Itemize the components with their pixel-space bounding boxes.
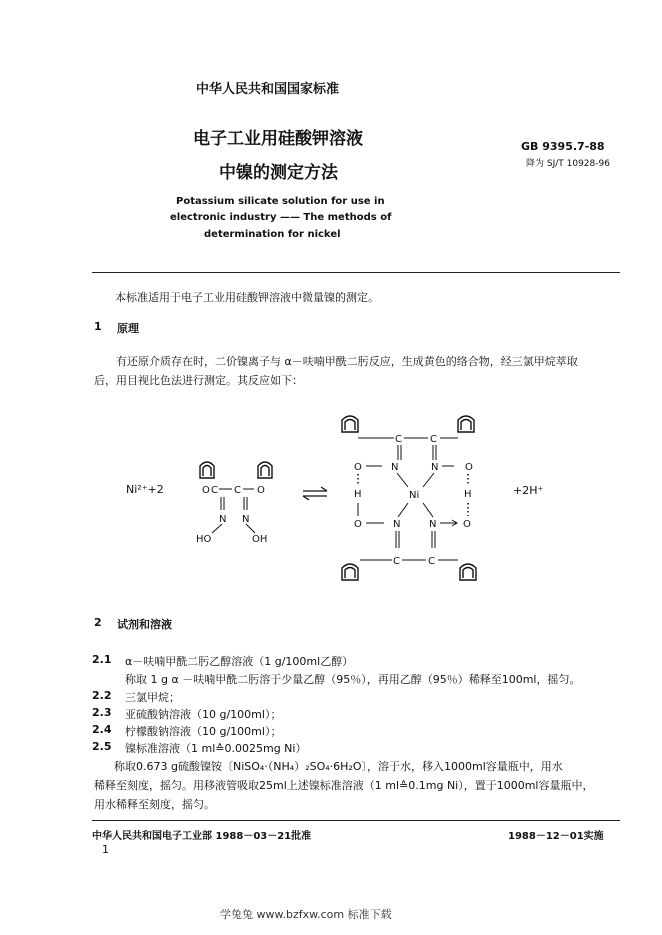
section-2-number: 2 [94, 616, 102, 629]
svg-text:Ni: Ni [409, 490, 420, 501]
svg-text:H: H [464, 489, 472, 500]
svg-text:N: N [429, 519, 437, 530]
svg-text:O: O [202, 485, 210, 496]
approval-text: 中华人民共和国电子工业部 1988－03－21批准 [92, 831, 312, 842]
svg-text:C: C [393, 556, 400, 567]
svg-text:O: O [257, 485, 265, 496]
item-number: 2.2 [92, 689, 112, 702]
item-text: 称取 1 g α －呋喃甲酰二肟溶于少量乙醇（95％），再用乙醇（95％）稀释至100ml，摇匀。 [125, 673, 581, 686]
item-number: 2.4 [92, 723, 112, 736]
section-1-text-line-1: 有还原介质存在时，二价镍离子与 α－呋喃甲酰二肟反应，生成黄色的络合物，经三氯甲烷萃取 [116, 355, 578, 368]
section-1-number: 1 [94, 320, 102, 333]
furan-ring-icon [342, 564, 358, 580]
svg-text:C: C [211, 485, 218, 496]
svg-text:C: C [430, 434, 437, 445]
item-text: 亚硫酸钠溶液（10 g/100ml）； [125, 708, 282, 721]
title-line-2: 中镍的测定方法 [219, 163, 338, 183]
furan-ring-icon [342, 416, 358, 432]
footer-rule [92, 820, 620, 821]
english-title-line-2: electronic industry —— The methods of [170, 212, 392, 223]
svg-text:O: O [465, 462, 473, 473]
item-text: 镍标准溶液（1 ml≙0.0025mg Ni） [125, 742, 307, 755]
paragraph-line-1: 称取0.673 g硫酸镍铵〔NiSO₄·（NH₄）₂SO₄·6H₂O〕，溶于水，移入1000ml容量瓶中，用水 [114, 760, 563, 773]
paragraph-line-3: 用水稀释至刻度，摇匀。 [94, 798, 215, 811]
svg-text:O: O [354, 519, 362, 530]
svg-text:C: C [395, 434, 402, 445]
svg-text:C: C [428, 556, 435, 567]
svg-text:N: N [219, 514, 227, 525]
svg-text:OH: OH [252, 534, 268, 545]
svg-text:N: N [391, 462, 399, 473]
furan-ring-icon [458, 416, 474, 432]
svg-text:O: O [463, 519, 471, 530]
section-1-heading: 原理 [117, 322, 139, 335]
item-number: 2.3 [92, 706, 112, 719]
item-number: 2.5 [92, 740, 112, 753]
product-suffix: +2H⁺ [513, 484, 544, 497]
scope-text: 本标准适用于电子工业用硅酸钾溶液中微量镍的测定。 [115, 291, 379, 304]
paragraph-line-2: 稀释至刻度，摇匀。用移液管吸取25ml上述镍标准溶液（1 ml≙0.1mg Ni），置于1000ml容量瓶中， [94, 779, 594, 792]
svg-text:HO: HO [196, 534, 212, 545]
furan-ring-icon [200, 462, 214, 478]
english-title-line-1: Potassium silicate solution for use in [176, 196, 385, 207]
item-text: 柠檬酸钠溶液（10 g/100ml）； [125, 725, 282, 738]
section-1-text-line-2: 后，用目视比色法进行测定。其反应如下： [94, 374, 303, 387]
svg-text:N: N [242, 514, 250, 525]
svg-text:H: H [354, 489, 362, 500]
page-number: 1 [102, 843, 109, 856]
svg-text:N: N [393, 519, 401, 530]
english-title-line-3: determination for nickel [204, 229, 341, 240]
implementation-text: 1988－12－01实施 [508, 831, 604, 842]
issuer: 中华人民共和国国家标准 [196, 82, 340, 97]
item-text: α－呋喃甲酰二肟乙醇溶液（1 g/100ml乙醇） [125, 655, 354, 668]
standard-number: GB 9395.7-88 [521, 140, 605, 153]
svg-text:O: O [354, 462, 362, 473]
replaced-by: 降为 SJ/T 10928-96 [526, 159, 610, 169]
item-text: 三氯甲烷； [125, 691, 180, 704]
furan-ring-icon [258, 462, 272, 478]
title-line-1: 电子工业用硅酸钾溶液 [193, 129, 363, 149]
watermark: 学兔兔 www.bzfxw.com 标准下载 [220, 908, 392, 921]
equilibrium-arrow-icon [303, 487, 327, 500]
svg-text:N: N [431, 462, 439, 473]
svg-text:C: C [234, 485, 241, 496]
item-number: 2.1 [92, 653, 112, 666]
furan-ring-icon [460, 564, 476, 580]
section-2-heading: 试剂和溶液 [117, 618, 172, 631]
reactant-label: Ni²⁺+2 [126, 483, 164, 496]
